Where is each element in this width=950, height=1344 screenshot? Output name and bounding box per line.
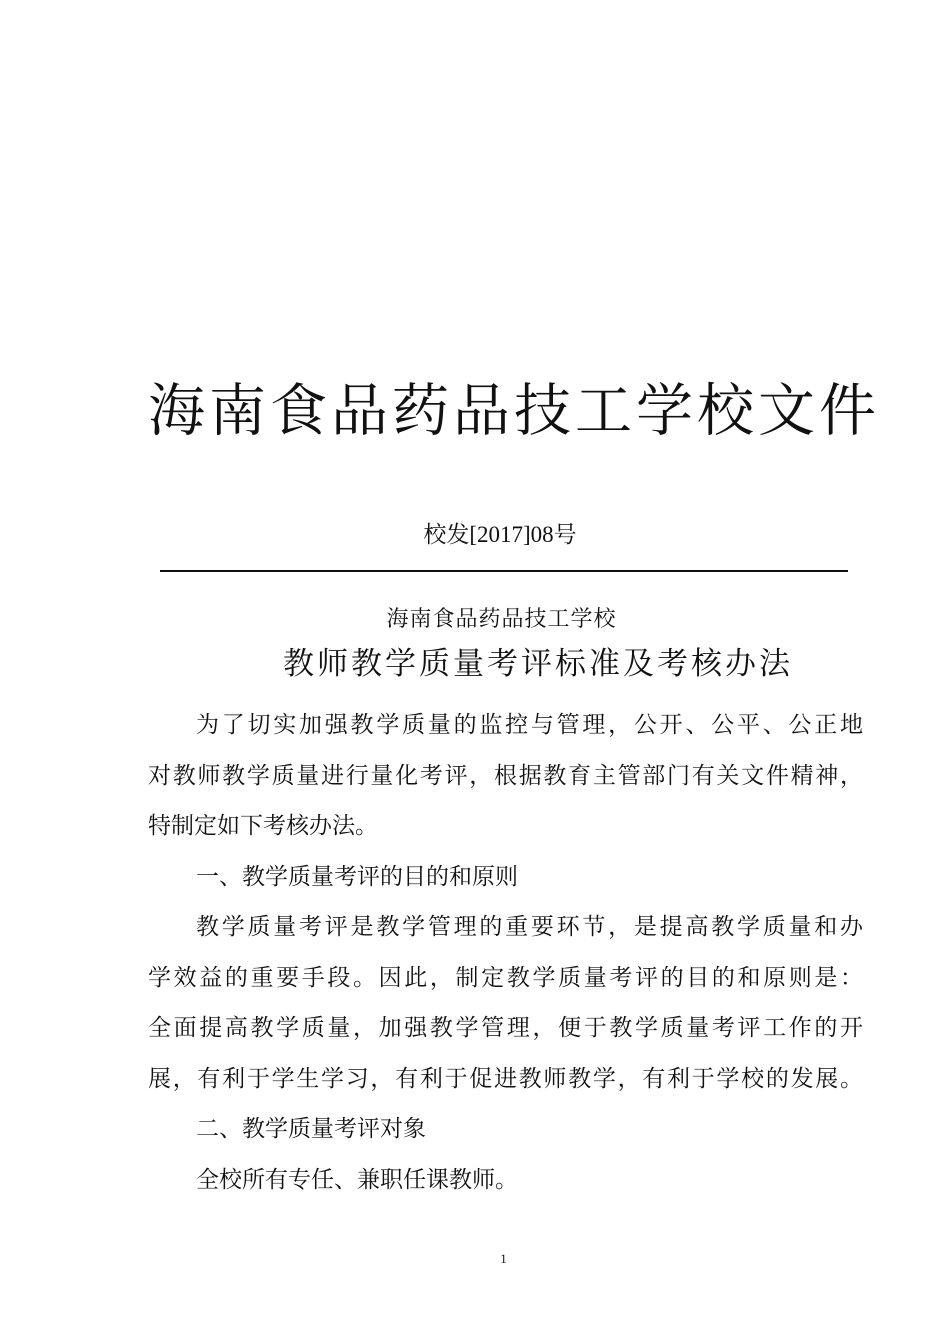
page-number: 1 [500, 1251, 507, 1266]
paragraph-line: 全面提高教学质量，加强教学管理，便于教学质量考评工作的开 [148, 1015, 863, 1041]
paragraph-line: 特制定如下考核办法。 [148, 813, 378, 839]
document-title: 教师教学质量考评标准及考核办法 [283, 646, 793, 682]
header-divider [160, 570, 848, 572]
paragraph-line: 对教师教学质量进行量化考评，根据教育主管部门有关文件精神， [148, 762, 863, 789]
document-header-title: 海南食品药品技工学校文件 [148, 378, 880, 444]
section-heading: 二、教学质量考评对象 [196, 1116, 426, 1142]
document-number: 校发[2017]08号 [423, 522, 577, 547]
paragraph-line: 教学质量考评是教学管理的重要环节，是提高教学质量和办 [196, 914, 863, 940]
document-body [148, 700, 863, 1205]
paragraph-line: 为了切实加强教学质量的监控与管理，公开、公平、公正地 [196, 712, 863, 738]
section-heading: 一、教学质量考评的目的和原则 [196, 863, 518, 890]
paragraph-line: 展，有利于学生学习，有利于促进教师教学，有利于学校的发展。 [148, 1065, 863, 1092]
issuer-name: 海南食品药品技工学校 [386, 607, 617, 632]
paragraph-line: 全校所有专任、兼职任课教师。 [196, 1166, 518, 1193]
paragraph-line: 学效益的重要手段。因此，制定教学质量考评的目的和原则是： [148, 964, 863, 991]
